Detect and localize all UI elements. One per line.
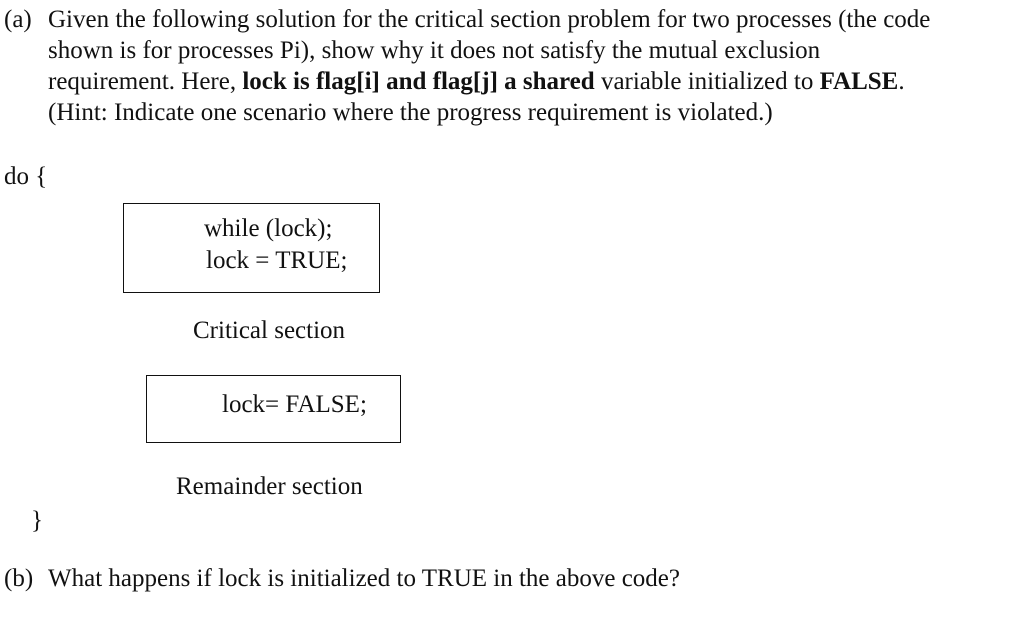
question-a-text	[48, 4, 1016, 128]
entry-line-lock-true: lock = TRUE;	[206, 247, 348, 274]
entry-line-while: while (lock);	[204, 215, 333, 242]
line3-bold-false: FALSE	[819, 68, 899, 95]
code-close-brace: }	[31, 507, 43, 534]
line3-pre: requirement. Here,	[48, 68, 243, 95]
question-b	[4, 563, 1016, 594]
question-a-label: (a)	[4, 6, 32, 33]
critical-section-label: Critical section	[193, 317, 346, 344]
question-a	[4, 4, 1016, 128]
remainder-section-label: Remainder section	[176, 473, 363, 500]
question-a-line-1: Given the following solution for the critical section problem for two processes (the code	[48, 6, 931, 33]
exit-line-lock-false: lock= FALSE;	[222, 391, 367, 418]
question-b-label: (b)	[4, 565, 34, 592]
line3-mid: variable initialized to	[594, 68, 820, 95]
line3-post: .	[898, 68, 905, 95]
question-a-line-2: shown is for processes Pi), show why it does not satisfy the mutual exclusion	[48, 37, 821, 64]
line3-bold-lock: lock is flag[i] and flag[j] a shared	[242, 68, 595, 95]
question-b-text: What happens if lock is initialized to TRUE in the above code?	[48, 565, 680, 592]
question-a-line-4: (Hint: Indicate one scenario where the progress requirement is violated.)	[48, 99, 773, 126]
code-do-open: do {	[4, 163, 48, 190]
question-a-line-3	[48, 66, 1016, 97]
